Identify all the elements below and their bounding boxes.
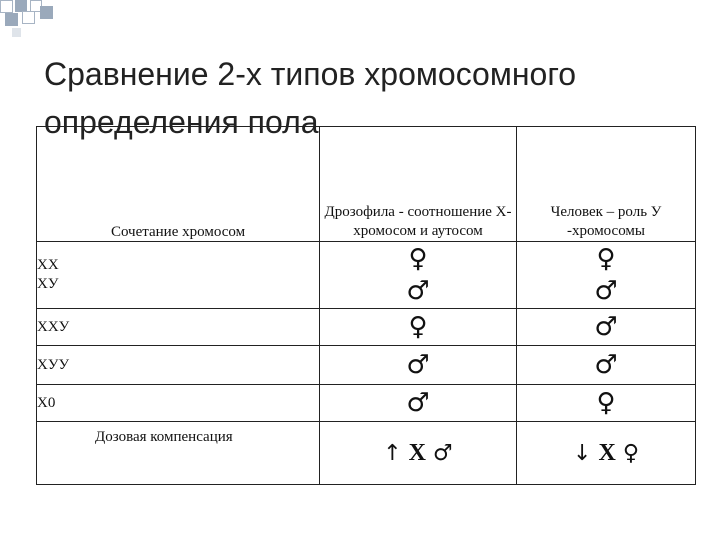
table-row-dosage [37, 422, 696, 485]
combo-cell [37, 242, 320, 309]
male-symbol-icon: ♂ [406, 276, 430, 306]
combo-cell: ХХУ [37, 309, 320, 346]
female-symbol-icon: ♀ [517, 385, 696, 422]
female-symbol-icon: ♀ [408, 244, 428, 274]
corner-square-1 [0, 0, 13, 13]
corner-square-4 [5, 13, 18, 26]
female-symbol-icon: ♀ [320, 309, 517, 346]
x-chromosome-label: Х [598, 439, 616, 466]
combo-xy: ХУ [37, 276, 59, 292]
table-row [37, 385, 696, 422]
table-row [37, 242, 696, 309]
male-symbol-icon: ♂ [517, 346, 696, 385]
header-human: Человек – роль У -хромосомы [517, 127, 696, 242]
male-symbol-icon: ♂ [320, 346, 517, 385]
combo-cell: Х0 [37, 385, 320, 422]
table-header-row [37, 127, 696, 242]
male-symbol-icon: ♂ [433, 440, 453, 466]
corner-square-7 [12, 28, 21, 37]
drosophila-dosage-cell [320, 422, 517, 485]
slide-title: Сравнение 2-х типов хромосомного определения пола [44, 56, 577, 140]
human-dosage-cell [517, 422, 696, 485]
table-row [37, 309, 696, 346]
combo-cell: ХУУ [37, 346, 320, 385]
female-symbol-icon: ♀ [596, 244, 616, 274]
combo-xx: ХХ [37, 257, 59, 273]
comparison-table [36, 126, 696, 485]
arrow-up-icon: ↑ [383, 440, 402, 466]
table-row [37, 346, 696, 385]
female-symbol-icon: ♀ [622, 440, 639, 466]
drosophila-cell [320, 242, 517, 309]
corner-square-5 [22, 11, 35, 24]
male-symbol-icon: ♂ [517, 309, 696, 346]
corner-square-6 [40, 6, 53, 19]
male-symbol-icon: ♂ [594, 276, 618, 306]
arrow-down-icon: ↓ [573, 440, 592, 466]
male-symbol-icon: ♂ [320, 385, 517, 422]
human-cell [517, 242, 696, 309]
header-combination: Сочетание хромосом [37, 127, 320, 242]
header-drosophila: Дрозофила - соотношение Х-хромосом и аутосом [320, 127, 517, 242]
x-chromosome-label: Х [408, 439, 427, 466]
dosage-label: Дозовая компенсация [37, 422, 320, 485]
